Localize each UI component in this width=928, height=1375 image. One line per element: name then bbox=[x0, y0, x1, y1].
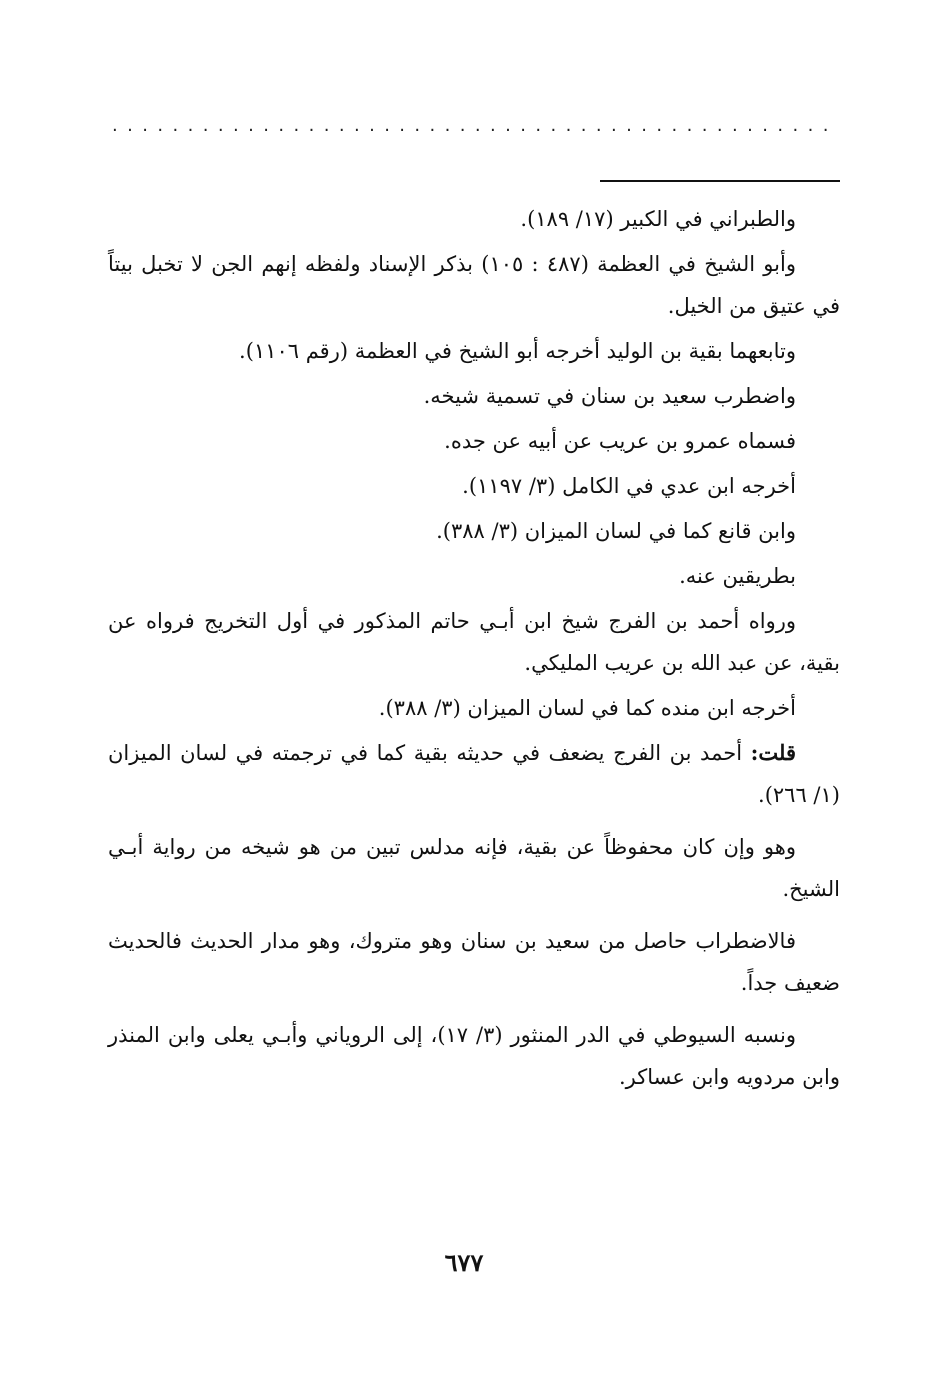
paragraph-text: ونسبه السيوطي في الدر المنثور (٣/ ١٧)، إلى الروياني وأبـي يعلى وابن المنذر وابن مردويه وابن عساكر. bbox=[108, 1023, 840, 1089]
paragraph-text: وهو وإن كان محفوظاً عن بقية، فإنه مدلس تبين من هو شيخه من رواية أبـي الشيخ. bbox=[108, 835, 840, 901]
footnote-paragraph bbox=[108, 198, 840, 240]
footnote-paragraph bbox=[108, 1014, 840, 1098]
footnote-paragraph bbox=[108, 600, 840, 684]
footnote-paragraph bbox=[108, 826, 840, 910]
footnote-rule bbox=[600, 180, 840, 182]
footnote-paragraph bbox=[108, 687, 840, 729]
paragraph-text: بطريقين عنه. bbox=[679, 564, 796, 588]
footnote-paragraph bbox=[108, 330, 840, 372]
footnote-paragraph bbox=[108, 420, 840, 462]
paragraph-text: وابن قانع كما في لسان الميزان (٣/ ٣٨٨). bbox=[436, 519, 796, 543]
paragraph-text: فالاضطراب حاصل من سعيد بن سنان وهو متروك، وهو مدار الحديث فالحديث ضعيف جداً. bbox=[108, 929, 840, 995]
paragraph-text: وتابعهما بقية بن الوليد أخرجه أبو الشيخ في العظمة (رقم ١١٠٦). bbox=[239, 339, 796, 363]
paragraph-text: أخرجه ابن منده كما في لسان الميزان (٣/ ٣٨٨). bbox=[378, 696, 796, 720]
paragraph-label: قلت: bbox=[750, 740, 796, 765]
footnote-paragraph bbox=[108, 375, 840, 417]
paragraph-text: والطبراني في الكبير (١٧/ ١٨٩). bbox=[520, 207, 796, 231]
paragraph-text: أخرجه ابن عدي في الكامل (٣/ ١١٩٧). bbox=[462, 474, 796, 498]
footnote-paragraph bbox=[108, 243, 840, 327]
paragraph-text: فسماه عمرو بن عريب عن أبيه عن جده. bbox=[444, 429, 796, 453]
footnote-paragraph bbox=[108, 732, 840, 816]
footnote-paragraph bbox=[108, 510, 840, 552]
paragraph-text: أحمد بن الفرج يضعف في حديثه بقية كما في ترجمته في لسان الميزان (١/ ٢٦٦). bbox=[108, 741, 840, 807]
footnotes-block bbox=[108, 198, 840, 1101]
footnote-paragraph bbox=[108, 555, 840, 597]
footnote-paragraph bbox=[108, 920, 840, 1004]
paragraph-text: وأبو الشيخ في العظمة (٤٨٧ : ١٠٥) بذكر الإسناد ولفظه إنهم الجن لا تخبل بيتاً في عتيق من الخيل. bbox=[108, 252, 840, 318]
paragraph-text: ورواه أحمد بن الفرج شيخ ابن أبـي حاتم المذكور في أول التخريج فرواه عن بقية، عن عبد الله بن عريب المليكي. bbox=[108, 609, 840, 675]
footnote-paragraph bbox=[108, 465, 840, 507]
page-number: ٦٧٧ bbox=[444, 1248, 484, 1277]
paragraph-text: واضطرب سعيد بن سنان في تسمية شيخه. bbox=[423, 384, 796, 408]
separator-dots: ................................................ bbox=[112, 116, 838, 136]
